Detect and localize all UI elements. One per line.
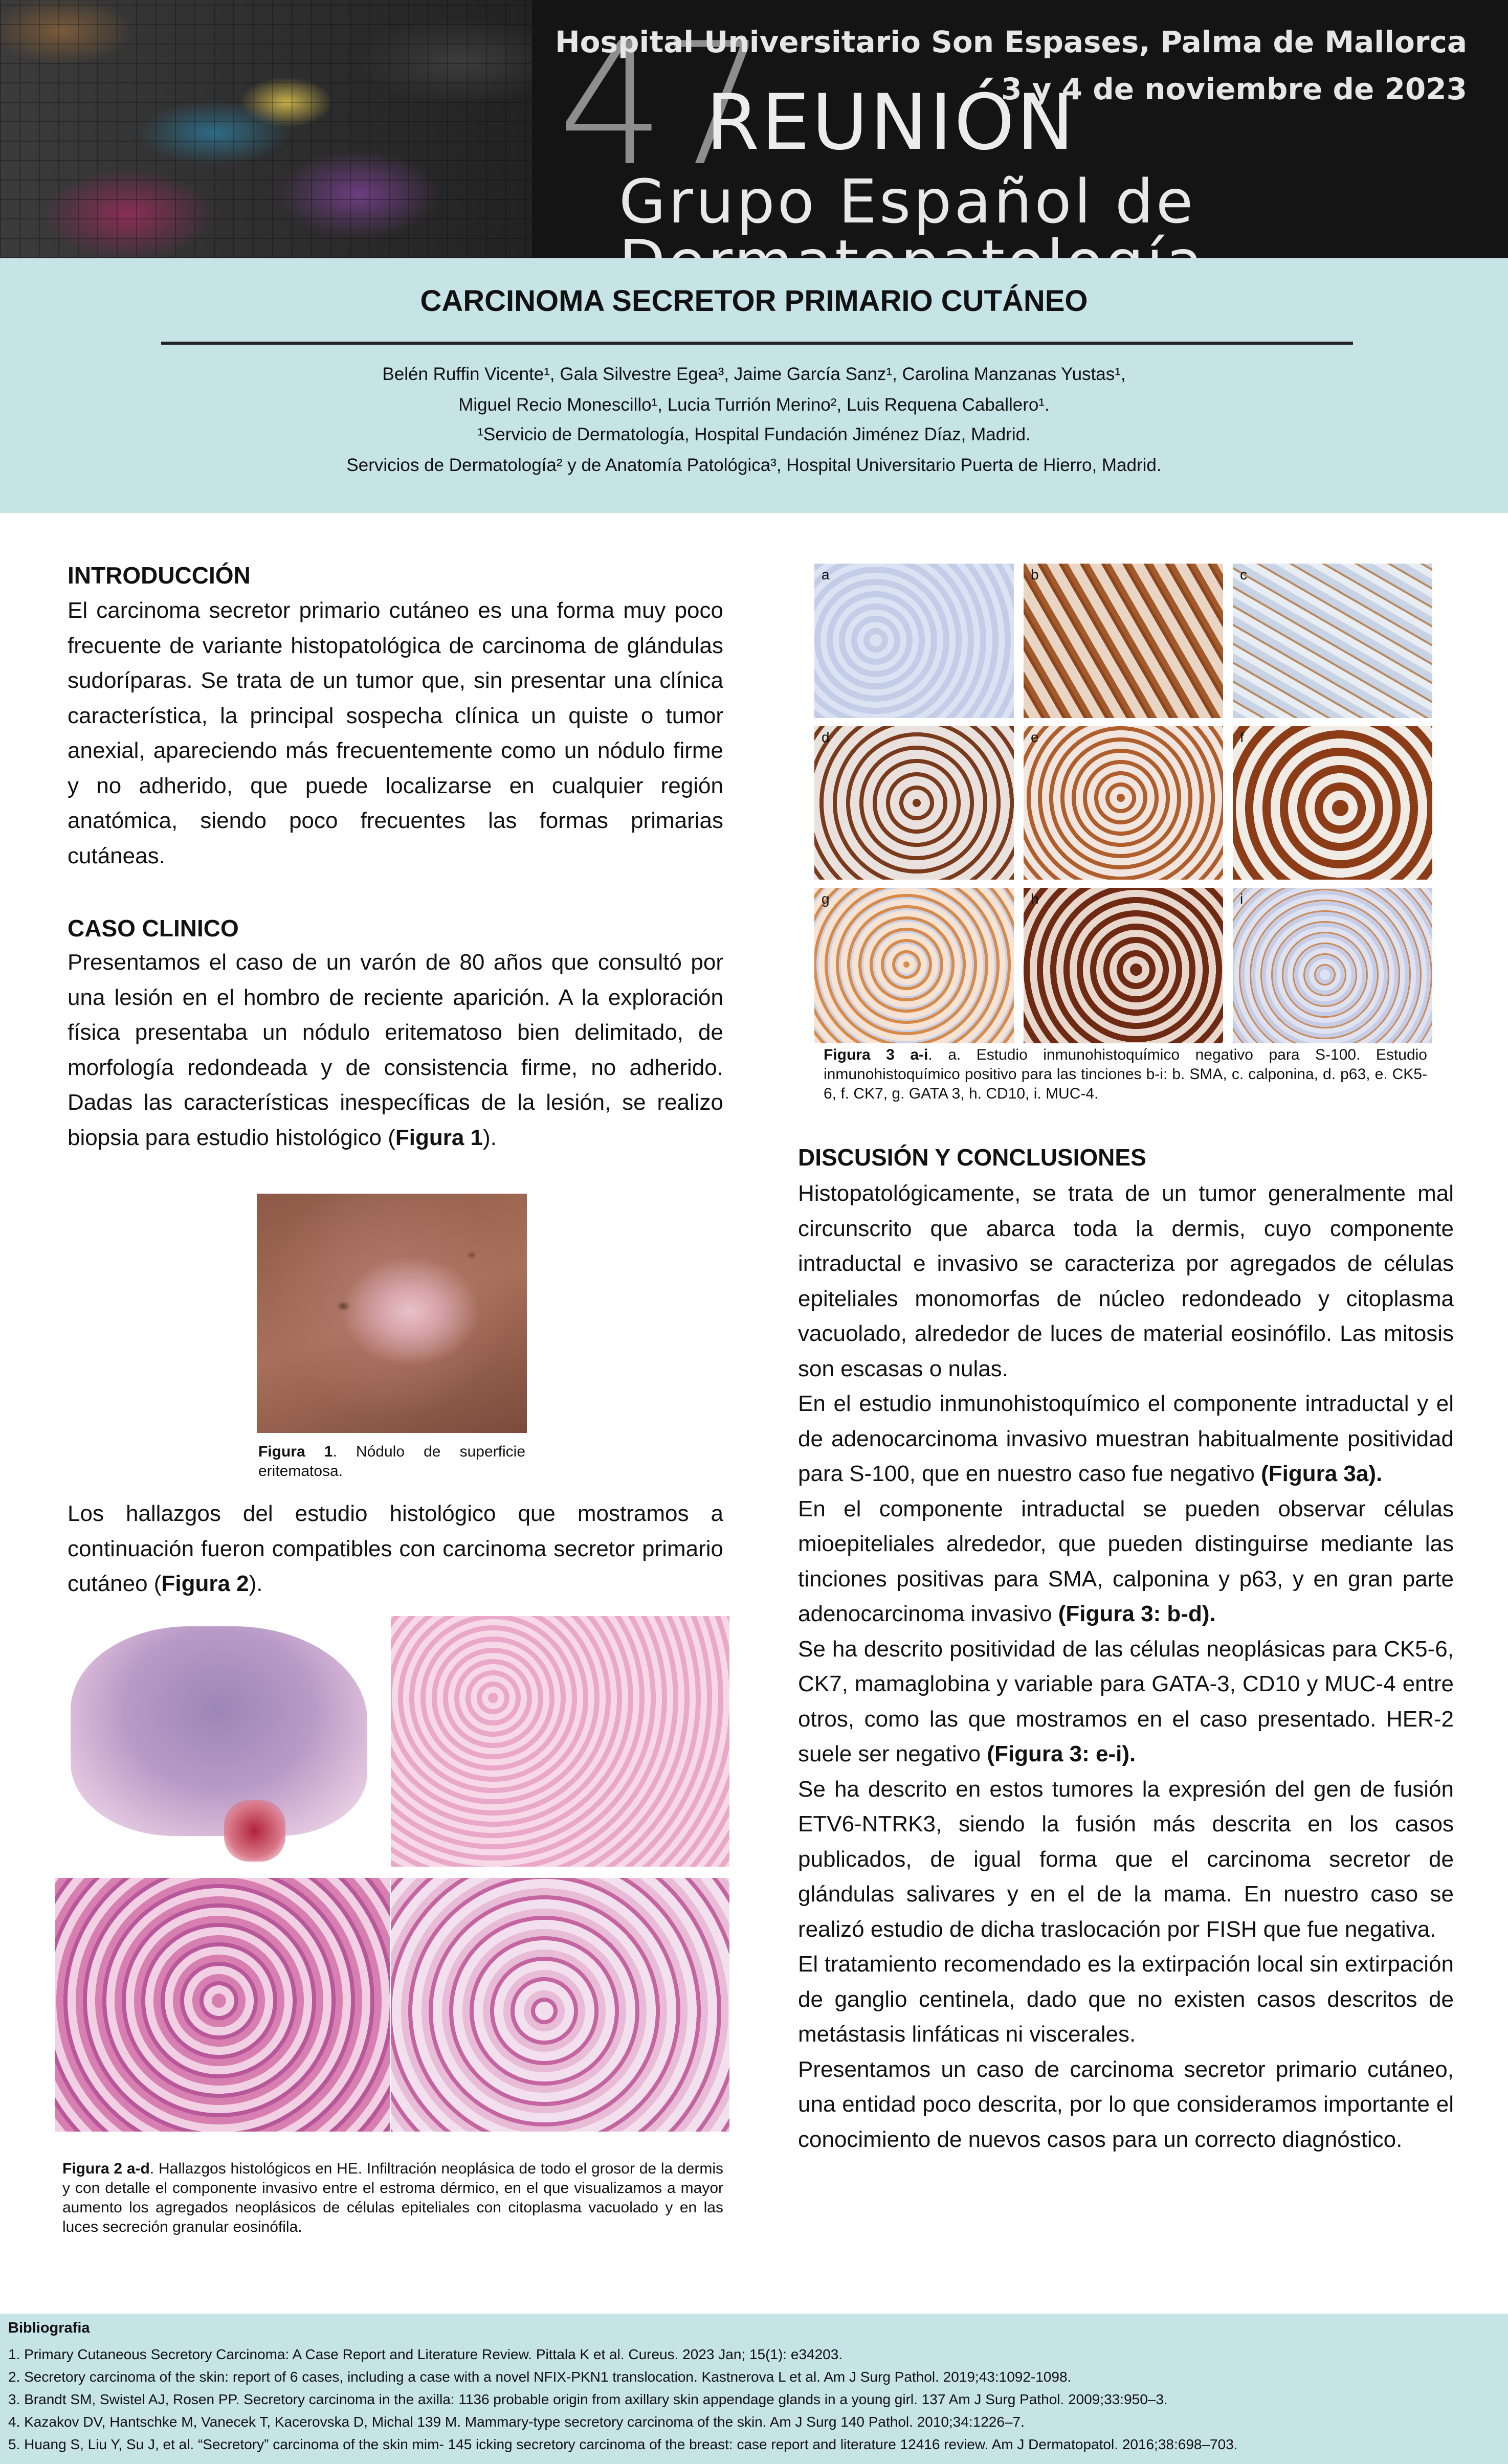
figure-3h-image: [1024, 888, 1223, 1043]
discussion-paragraph-6: El tratamiento recomendado es la extirpación local sin extirpación de ganglio centinela, dado que no existen casos descritos de metástasis linfáticas ni viscerales.: [798, 1952, 1454, 2047]
findings-body: Los hallazgos del estudio histológico que mostramos a continuación fueron compatibles con carcinoma secretor primario cutáneo (: [68, 1501, 723, 1596]
panel-label: c: [1240, 567, 1247, 583]
panel-label: b: [1031, 567, 1039, 583]
discussion-paragraph-7: Presentamos un caso de carcinoma secretor primario cutáneo, una entidad poco descrita, por lo que consideramos importante el conocimiento de nuevos casos para un correcto diagnóstico.: [798, 2056, 1454, 2152]
case-heading: CASO CLINICO: [68, 915, 239, 942]
figure-2d-image: [391, 1878, 729, 2132]
case-ref-close: ).: [483, 1125, 497, 1150]
discussion-paragraph-5: Se ha descrito en estos tumores la expresión del gen de fusión ETV6-NTRK3, siendo la fusión más descrita en los casos publicados, de igual forma que el carcinoma secretor de glándulas salivares y en el de la mama. En nuestro caso se realizó estudio de dicha traslocación por FISH que fue negativa.: [798, 1776, 1454, 1942]
figure-2-label: Figura 2 a-d: [62, 2160, 150, 2177]
meeting-number: 47: [558, 7, 762, 203]
findings-figure-ref: Figura 2: [161, 1571, 249, 1596]
case-ref-open: (: [388, 1125, 395, 1150]
figure-2b-image: [391, 1616, 729, 1867]
discussion-paragraph-2-text: En el estudio inmunohistoquímico el componente intraductal y el de adenocarcinoma invasivo muestran habitualmente positividad para S-100, que en nuestro caso fue negativo: [798, 1391, 1454, 1486]
panel-label: e: [1031, 729, 1039, 745]
figure-3b-image: [1024, 564, 1223, 718]
bibliography-ref-5: 5. Huang S, Liu Y, Su J, et al. “Secretory” carcinoma of the skin mim- 145 icking secretory carcinoma of the breast: case report and literature 12416 review. Am J Dermatopatol. 2016;38:698–703.: [8, 2436, 1238, 2452]
figure-3-caption-text: . a. Estudio inmunohistoquímico negativo para S-100. Estudio inmunohistoquímico positivo para las tinciones b-i: b. SMA, c. calponina, d. p63, e. CK5-6, f. CK7, g. GATA 3, h. CD10, i. MUC-4.: [824, 1046, 1427, 1102]
figure-3i-image: [1233, 888, 1432, 1043]
figure-2-caption: [62, 2159, 723, 2237]
discussion-paragraph-4: [798, 1632, 1454, 1772]
case-figure-ref: Figura 1: [395, 1125, 483, 1150]
intro-heading: INTRODUCCIÓN: [68, 562, 251, 589]
panel-label: h: [1031, 891, 1039, 907]
title-divider: [161, 342, 1353, 345]
case-body: Presentamos el caso de un varón de 80 años que consultó por una lesión en el hombro de reciente aparición. A la exploración física presentaba un nódulo eritematoso bien delimitado, de morfología redondeada y de consistencia firme, no adherido. Dadas las características inespecíficas de la lesión, se realizo biopsia para estudio histológico: [68, 950, 723, 1150]
panel-label: a: [822, 567, 830, 583]
panel-label: f: [1240, 729, 1244, 745]
figure-3e-image: [1024, 726, 1223, 880]
discussion-paragraph-4-text: Se ha descrito positividad de las células neoplásicas para CK5-6, CK7, mamaglobina y variable para GATA-3, CD10 y MUC-4 entre otros, como las que mostramos en el caso presentado. HER-2 suele ser negativo: [798, 1636, 1454, 1766]
discussion-paragraph-2: [798, 1386, 1454, 1492]
figure-1-clinical-photo: [257, 1194, 527, 1433]
figure-2a-image: [55, 1616, 390, 1867]
figure-1-caption: [258, 1442, 525, 1481]
discussion-text: [798, 1176, 1454, 2157]
discussion-paragraph-1: Histopatológicamente, se trata de un tumor generalmente mal circunscrito que abarca toda la dermis, cuyo componente intraductal e invasivo se caracteriza por agregados de células epiteliales monomorfas de núcleo redondeado y citoplasma vacuolado, alrededor de luces de material eosinófilo. Las mitosis son escasas o nulas.: [798, 1181, 1454, 1381]
bibliography-ref-1: 1. Primary Cutaneous Secretory Carcinoma: A Case Report and Literature Review. Pittala K et al. Cureus. 2023 Jan; 15(1): e34203.: [8, 2346, 843, 2362]
figure-3f-image: [1233, 726, 1432, 880]
meeting-label: REUNIÓN: [706, 78, 1076, 167]
intro-text: El carcinoma secretor primario cutáneo es una forma muy poco frecuente de variante histopatológica de carcinoma de glándulas sudoríparas. Se trata de un tumor que, sin presentar una clínica característica, la principal sospecha clínica un quiste o tumor anexial, apareciendo más frecuentemente como un nódulo firme y no adherido, que puede localizarse en cualquier región anatómica, siendo poco frecuentes las formas primarias cutáneas.: [68, 598, 723, 868]
venue: Hospital Universitario Son Espases, Palma de Mallorca: [555, 25, 1467, 59]
figure-3g-image: [814, 888, 1014, 1043]
discussion-paragraph-2-ref: (Figura 3a).: [1261, 1461, 1383, 1486]
figure-3d-image: [814, 726, 1014, 880]
bibliography-ref-4: 4. Kazakov DV, Hantschke M, Vanecek T, Kacerovska D, Michal 139 M. Mammary-type secretory carcinoma of the skin. Am J Surg 140 Pathol. 2010;34:1226–7.: [8, 2414, 1025, 2430]
affiliation-line-2: Servicios de Dermatología² y de Anatomía Patológica³, Hospital Universitario Puerta de Hierro, Madrid.: [346, 455, 1162, 475]
discussion-paragraph-3: [798, 1492, 1454, 1632]
findings-ref-close: ).: [249, 1571, 263, 1596]
figure-2c-image: [55, 1878, 390, 2132]
panel-label: i: [1240, 891, 1244, 907]
bibliography-ref-2: 2. Secretory carcinoma of the skin: report of 6 cases, including a case with a novel NFIX-PKN1 translocation. Kastnerova L et al. Am J Surg Pathol. 2019;43:1092-1098.: [8, 2369, 1072, 2385]
discussion-paragraph-3-text: En el componente intraductal se pueden observar células mioepiteliales alrededor, que pueden distinguirse mediante las tinciones positivas para SMA, calponina y p63, y en gran parte adenocarcinoma invasivo: [798, 1496, 1454, 1626]
figure-3-label: Figura 3 a-i: [824, 1046, 928, 1063]
case-text: [68, 945, 723, 1155]
authors-line-1: Belén Ruffin Vicente¹, Gala Silvestre Egea³, Jaime García Sanz¹, Carolina Manzanas Yustas¹,: [382, 364, 1126, 384]
figure-3-caption: [824, 1045, 1427, 1104]
figure-1-label: Figura 1: [258, 1443, 333, 1460]
poster-title: CARCINOMA SECRETOR PRIMARIO CUTÁNEO: [420, 284, 1088, 318]
meeting-dates: 3 y 4 de noviembre de 2023: [1001, 72, 1467, 106]
banner-mosaic-overlay: [0, 0, 532, 258]
authors-line-2: Miguel Recio Monescillo¹, Lucia Turrión Merino², Luis Requena Caballero¹.: [458, 395, 1050, 415]
discussion-paragraph-3-ref: (Figura 3: b-d).: [1058, 1601, 1216, 1626]
bibliography-title: Bibliografia: [8, 2320, 90, 2336]
figure-2-caption-text: . Hallazgos histológicos en HE. Infiltración neoplásica de todo el grosor de la dermis y con detalle el componente invasivo entre el estroma dérmico, en el que visualizamos a mayor aumento los agregados neoplásicos de células epiteliales con citoplasma vacuolado y en las luces secreción granular eosinófila.: [62, 2160, 723, 2235]
figure-3-grid: [814, 564, 1432, 1043]
header-banner: [0, 0, 1508, 258]
panel-label: g: [822, 891, 830, 907]
affiliation-line-1: ¹Servicio de Dermatología, Hospital Fundación Jiménez Díaz, Madrid.: [477, 424, 1031, 444]
bibliography-ref-3: 3. Brandt SM, Swistel AJ, Rosen PP. Secretory carcinoma in the axilla: 1136 probable origin from axillary skin appendage glands in a young girl. 137 Am J Surg Pathol. 2009;33:950–3.: [8, 2391, 1168, 2407]
findings-text: [68, 1496, 723, 1602]
figure-1-caption-text: . Nódulo de superficie eritematosa.: [258, 1443, 525, 1480]
group-name: Grupo Español de: [619, 166, 1196, 237]
panel-label: d: [822, 729, 830, 745]
discussion-heading: DISCUSIÓN Y CONCLUSIONES: [798, 1144, 1146, 1171]
figure-3a-image: [814, 564, 1014, 718]
figure-3c-image: [1233, 564, 1432, 718]
discussion-paragraph-4-ref: (Figura 3: e-i).: [987, 1741, 1136, 1766]
